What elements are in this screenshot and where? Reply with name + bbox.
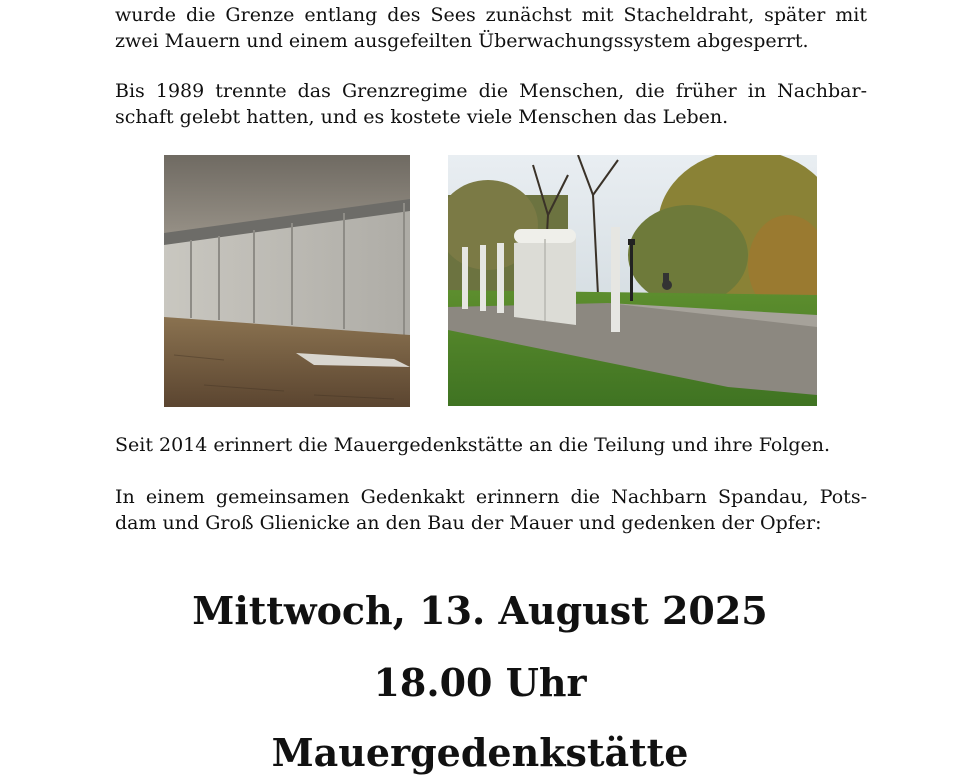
paragraph-border-fence xyxy=(115,2,867,54)
text-line: zwei Mauern und einem ausgefeilten Überwachungssystem abgesperrt. xyxy=(115,30,809,52)
historic-border-wall-icon xyxy=(164,155,410,407)
text-line: dam und Groß Glienicke an den Bau der Mauer und gedenken der Opfer: xyxy=(115,512,822,534)
paragraph-memorial-since xyxy=(115,432,867,458)
event-place: Mauergedenkstätte xyxy=(271,730,689,775)
text-line: wurde die Grenze entlang des Sees zunächst mit Stacheldraht, später mit xyxy=(115,4,867,26)
text-line: In einem gemeinsamen Gedenkakt erinnern die Nachbarn Spandau, Pots- xyxy=(115,486,867,508)
wall-memorial-photo xyxy=(448,155,817,406)
text-line: Seit 2014 erinnert die Mauergedenkstätte an die Teilung und ihre Folgen. xyxy=(115,434,831,456)
wall-memorial-icon xyxy=(448,155,817,406)
paragraph-commemoration xyxy=(115,484,867,536)
text-line: Bis 1989 trennte das Grenzregime die Menschen, die früher in Nachbar- xyxy=(115,80,867,102)
paragraph-border-regime xyxy=(115,78,867,130)
event-date: Mittwoch, 13. August 2025 xyxy=(192,588,768,633)
historic-border-wall-photo xyxy=(164,155,410,407)
event-time: 18.00 Uhr xyxy=(373,660,587,705)
text-line: schaft gelebt hatten, und es kostete viele Menschen das Leben. xyxy=(115,106,729,128)
